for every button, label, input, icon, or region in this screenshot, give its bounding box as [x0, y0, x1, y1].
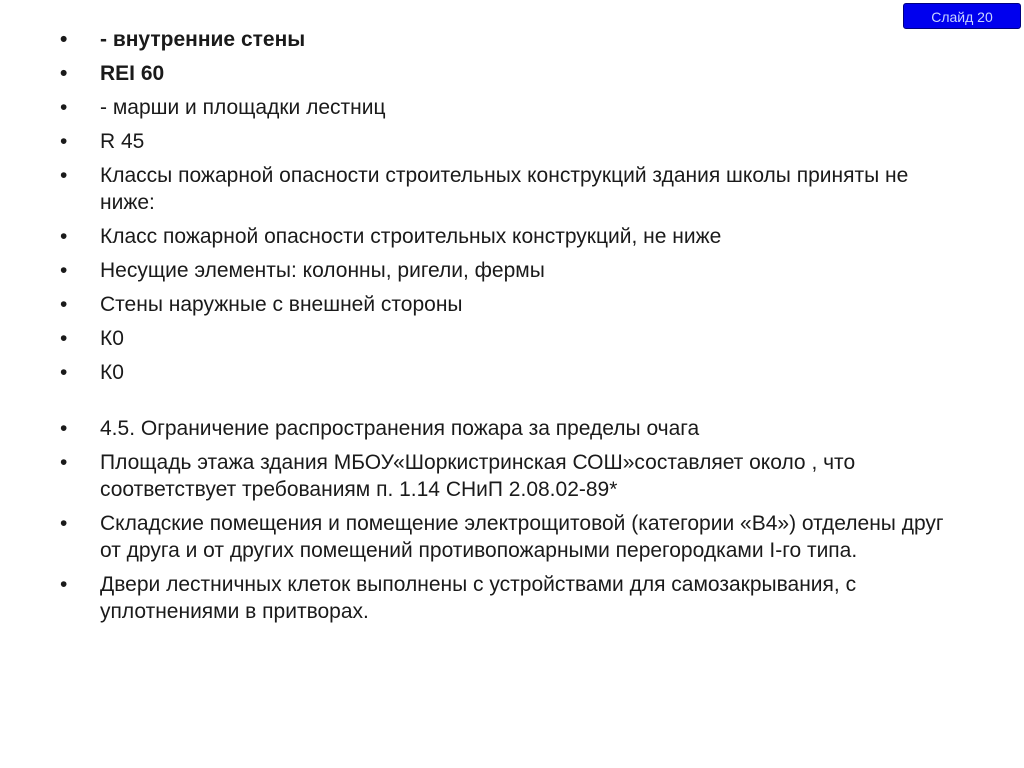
bullet-icon: • — [60, 225, 68, 248]
bullet-icon: • — [60, 361, 68, 384]
bullet-icon: • — [60, 451, 68, 474]
list-item — [60, 415, 960, 442]
bullet-icon: • — [60, 62, 68, 85]
list-item-text: К0 — [100, 327, 124, 350]
bullet-icon: • — [60, 96, 68, 119]
list-item — [60, 291, 960, 318]
list-item-text: Несущие элементы: колонны, ригели, фермы — [100, 259, 545, 282]
list-item-text: Классы пожарной опасности строительных конструкций здания школы приняты не ниже: — [100, 164, 909, 214]
list-item — [60, 94, 960, 121]
list-item-text: R 45 — [100, 130, 145, 153]
list-item — [60, 128, 960, 155]
bullet-icon: • — [60, 327, 68, 350]
list-item — [60, 449, 960, 503]
bullet-icon: • — [60, 417, 68, 440]
list-item — [60, 325, 960, 352]
list-item-text: Класс пожарной опасности строительных конструкций, не ниже — [100, 225, 722, 248]
list-item — [60, 223, 960, 250]
list-item-text: Площадь этажа здания МБОУ«Шоркистринская СОШ»составляет около , что соответствует требованиям п. 1.14 СНиП 2.08.02-89* — [100, 451, 856, 501]
list-item-text: Складские помещения и помещение электрощитовой (категории «В4») отделены друг от друга и от других помещений противопожарными перегородками I-го типа. — [100, 512, 944, 562]
bullet-icon: • — [60, 164, 68, 187]
list-item — [60, 257, 960, 284]
list-item-text: - внутренние стены — [100, 28, 306, 51]
list-item-text: - марши и площадки лестниц — [100, 96, 386, 119]
bullet-icon: • — [60, 130, 68, 153]
bullet-icon: • — [60, 512, 68, 535]
slide-number-badge: Слайд 20 — [903, 3, 1021, 29]
list-item-text: REI 60 — [100, 62, 165, 85]
list-item — [60, 60, 960, 87]
list-item-text: К0 — [100, 361, 124, 384]
list-item — [60, 571, 960, 625]
bullet-icon: • — [60, 259, 68, 282]
list-item-text: Двери лестничных клеток выполнены с устройствами для самозакрывания, с уплотнениями в притворах. — [100, 573, 857, 623]
list-item-text: 4.5. Ограничение распространения пожара за пределы очага — [100, 417, 700, 440]
list-item — [60, 510, 960, 564]
bullet-icon: • — [60, 293, 68, 316]
bullet-icon: • — [60, 573, 68, 596]
list-item — [60, 359, 960, 386]
list-item — [60, 26, 960, 53]
list-item — [60, 162, 960, 216]
list-item-text: Стены наружные с внешней стороны — [100, 293, 463, 316]
slide-content — [60, 26, 960, 632]
bullet-icon: • — [60, 28, 68, 51]
